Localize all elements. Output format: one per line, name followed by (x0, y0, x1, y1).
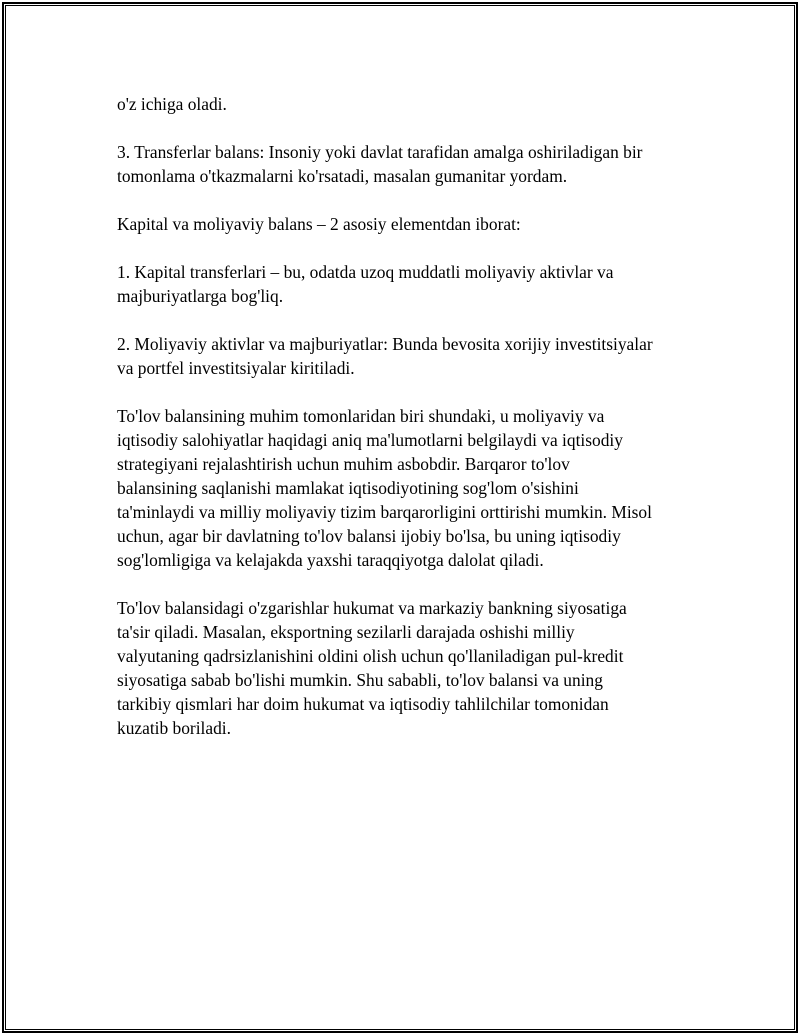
paragraph (117, 332, 702, 380)
paragraph (117, 212, 702, 236)
paragraph (117, 404, 702, 572)
paragraph (117, 140, 702, 188)
text-line: tarkibiy qismlari har doim hukumat va iqtisodiy tahlilchilar tomonidan (117, 694, 609, 714)
text-line: ta'minlaydi va milliy moliyaviy tizim barqarorligini orttirishi mumkin. Misol (117, 502, 652, 522)
text-line: kuzatib boriladi. (117, 718, 231, 738)
text-line: 3. Transferlar balans: Insoniy yoki davlat tarafidan amalga oshiriladigan bir (117, 142, 643, 162)
text-line: valyutaning qadrsizlanishini oldini olish uchun qo'llaniladigan pul-kredit (117, 646, 624, 666)
text-line: balansining saqlanishi mamlakat iqtisodiyotining sog'lom o'sishini (117, 478, 579, 498)
text-line: siyosatiga sabab bo'lishi mumkin. Shu sababli, to'lov balansi va uning (117, 670, 603, 690)
text-line: 1. Kapital transferlari – bu, odatda uzoq muddatli moliyaviy aktivlar va (117, 262, 614, 282)
text-line: 2. Moliyaviy aktivlar va majburiyatlar: Bunda bevosita xorijiy investitsiyalar (117, 334, 653, 354)
text-line: strategiyani rejalashtirish uchun muhim asbobdir. Barqaror to'lov (117, 454, 570, 474)
paragraph (117, 596, 702, 740)
text-line: ta'sir qiladi. Masalan, eksportning sezilarli darajada oshishi milliy (117, 622, 575, 642)
text-line: o'z ichiga oladi. (117, 94, 227, 114)
text-line: majburiyatlarga bog'liq. (117, 286, 284, 306)
text-line: sog'lomligiga va kelajakda yaxshi taraqqiyotga dalolat qiladi. (117, 550, 544, 570)
text-line: Kapital va moliyaviy balans – 2 asosiy elementdan iborat: (117, 214, 521, 234)
document-body (117, 92, 702, 764)
text-line: To'lov balansidagi o'zgarishlar hukumat va markaziy bankning siyosatiga (117, 598, 627, 618)
paragraph (117, 92, 702, 116)
paragraph (117, 260, 702, 308)
text-line: va portfel investitsiyalar kiritiladi. (117, 358, 355, 378)
text-line: tomonlama o'tkazmalarni ko'rsatadi, masalan gumanitar yordam. (117, 166, 568, 186)
text-line: To'lov balansining muhim tomonlaridan biri shundaki, u moliyaviy va (117, 406, 605, 426)
text-line: uchun, agar bir davlatning to'lov balansi ijobiy bo'lsa, bu uning iqtisodiy (117, 526, 621, 546)
text-line: iqtisodiy salohiyatlar haqidagi aniq ma'lumotlarni belgilaydi va iqtisodiy (117, 430, 623, 450)
